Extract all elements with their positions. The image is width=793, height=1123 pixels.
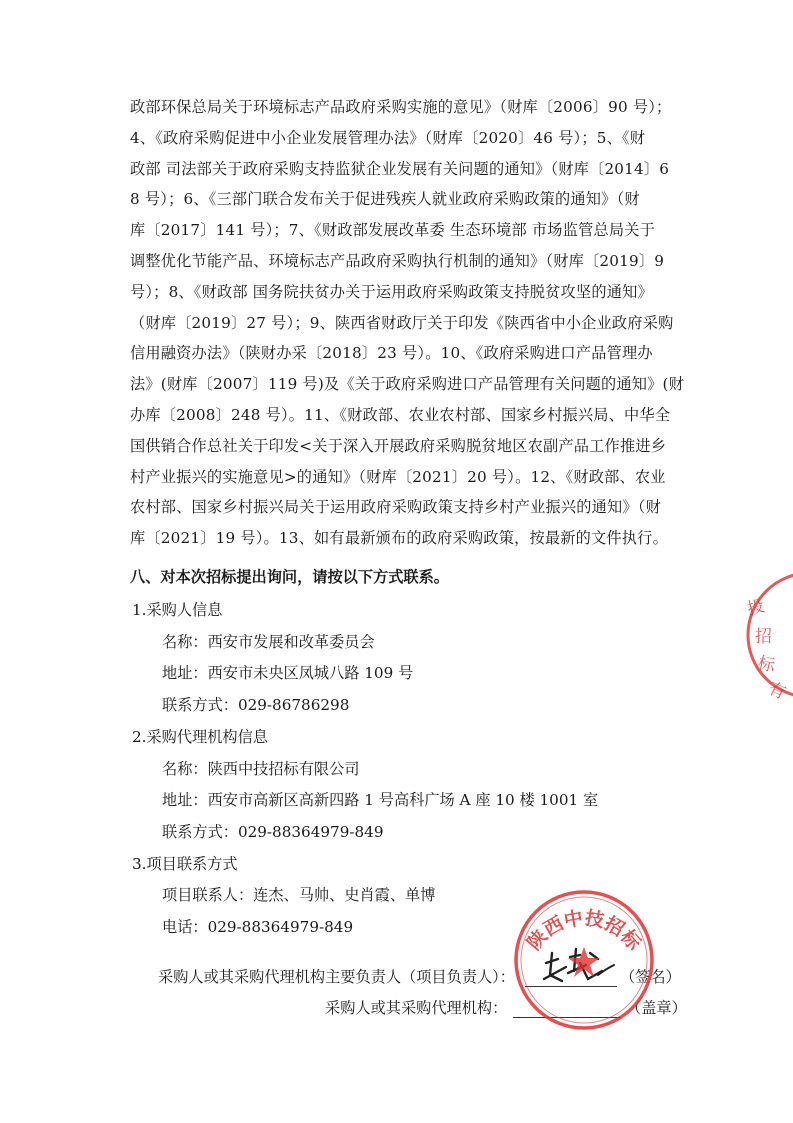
paragraph-line: 库〔2017〕141 号）；7、《财政部发展改革委 生态环境部 市场监管总局关于 [130,221,656,240]
svg-text:有: 有 [764,678,789,704]
purchaser-contact: 联系方式：029-86786298 [162,696,350,714]
edge-seal-stamp [735,560,793,710]
project-title: 3.项目联系方式 [132,855,238,873]
svg-text:标: 标 [755,653,777,677]
signature-label-2: 采购人或其采购代理机构： [325,999,508,1017]
paragraph-line: 库〔2021〕19 号）。13、如有最新颁布的政府采购政策，按最新的文件执行。 [130,529,668,548]
signature-suffix-1: （签名） [620,968,681,986]
svg-text:投: 投 [745,596,767,620]
project-contacts: 项目联系人：连杰、马帅、史肖霞、单博 [162,886,436,904]
purchaser-title: 1.采购人信息 [132,601,223,619]
paragraph-line: 号）；8、《财政部 国务院扶贫办关于运用政府采购政策支持脱贫攻坚的通知》 [130,282,653,301]
regulations-paragraph [130,92,685,554]
section-heading: 八、对本次招标提出询问，请按以下方式联系。 [130,568,449,586]
agency-contact: 联系方式：029-88364979-849 [162,823,384,841]
svg-text:招: 招 [755,627,772,647]
agency-address: 地址：西安市高新区高新四路 1 号高科广场 A 座 10 楼 1001 室 [162,791,599,809]
paragraph-line: 4、《政府采购促进中小企业发展管理办法》（财库〔2020〕46 号）；5、《财 [130,128,646,147]
paragraph-line: （财库〔2019〕27 号）；9、陕西省财政厅关于印发《陕西省中小企业政府采购 [130,313,674,332]
svg-text:陕西中技招标: 陕西中技招标 [523,907,645,955]
paragraph-line: 调整优化节能产品、环境标志产品政府采购执行机制的通知》（财库〔2019〕9 [130,251,665,270]
paragraph-line: 农村部、国家乡村振兴局关于运用政府采购政策支持乡村产业振兴的通知》（财 [130,498,661,517]
company-seal-stamp [509,885,659,1035]
paragraph-line: 法》(财库〔2007〕119 号)及《关于政府采购进口产品管理有关问题的通知》(财 [130,375,685,394]
agency-name: 名称：陕西中技招标有限公司 [162,760,360,778]
paragraph-line: 8 号）；6、《三部门联合发布关于促进残疾人就业政府采购政策的通知》（财 [130,190,640,209]
paragraph-line: 村产业振兴的实施意见>的通知》（财库〔2021〕20 号）。12、《财政部、农业 [130,467,666,486]
paragraph-line: 政部环保总局关于环境标志产品政府采购实施的意见》（财库〔2006〕90 号）； [130,98,672,116]
purchaser-name: 名称：西安市发展和改革委员会 [162,633,375,651]
paragraph-line: 政部 司法部关于政府采购支持监狱企业发展有关问题的通知》（财库〔2014〕6 [130,159,670,178]
purchaser-address: 地址：西安市未央区凤城八路 109 号 [162,664,414,682]
paragraph-line: 办库〔2008〕248 号）。11、《财政部、农业农村部、国家乡村振兴局、中华全 [130,405,671,424]
project-phone: 电话：029-88364979-849 [162,918,354,936]
paragraph-line: 信用融资办法》（陕财办采〔2018〕23 号）。10、《政府采购进口产品管理办 [130,344,653,363]
signature-label-1: 采购人或其采购代理机构主要负责人（项目负责人）： [158,968,515,986]
paragraph-line: 国供销合作总社关于印发<关于深入开展政府采购脱贫地区农副产品工作推进乡 [130,436,667,455]
signature-suffix-2: （盖章） [626,999,687,1017]
agency-title: 2.采购代理机构信息 [132,728,268,746]
